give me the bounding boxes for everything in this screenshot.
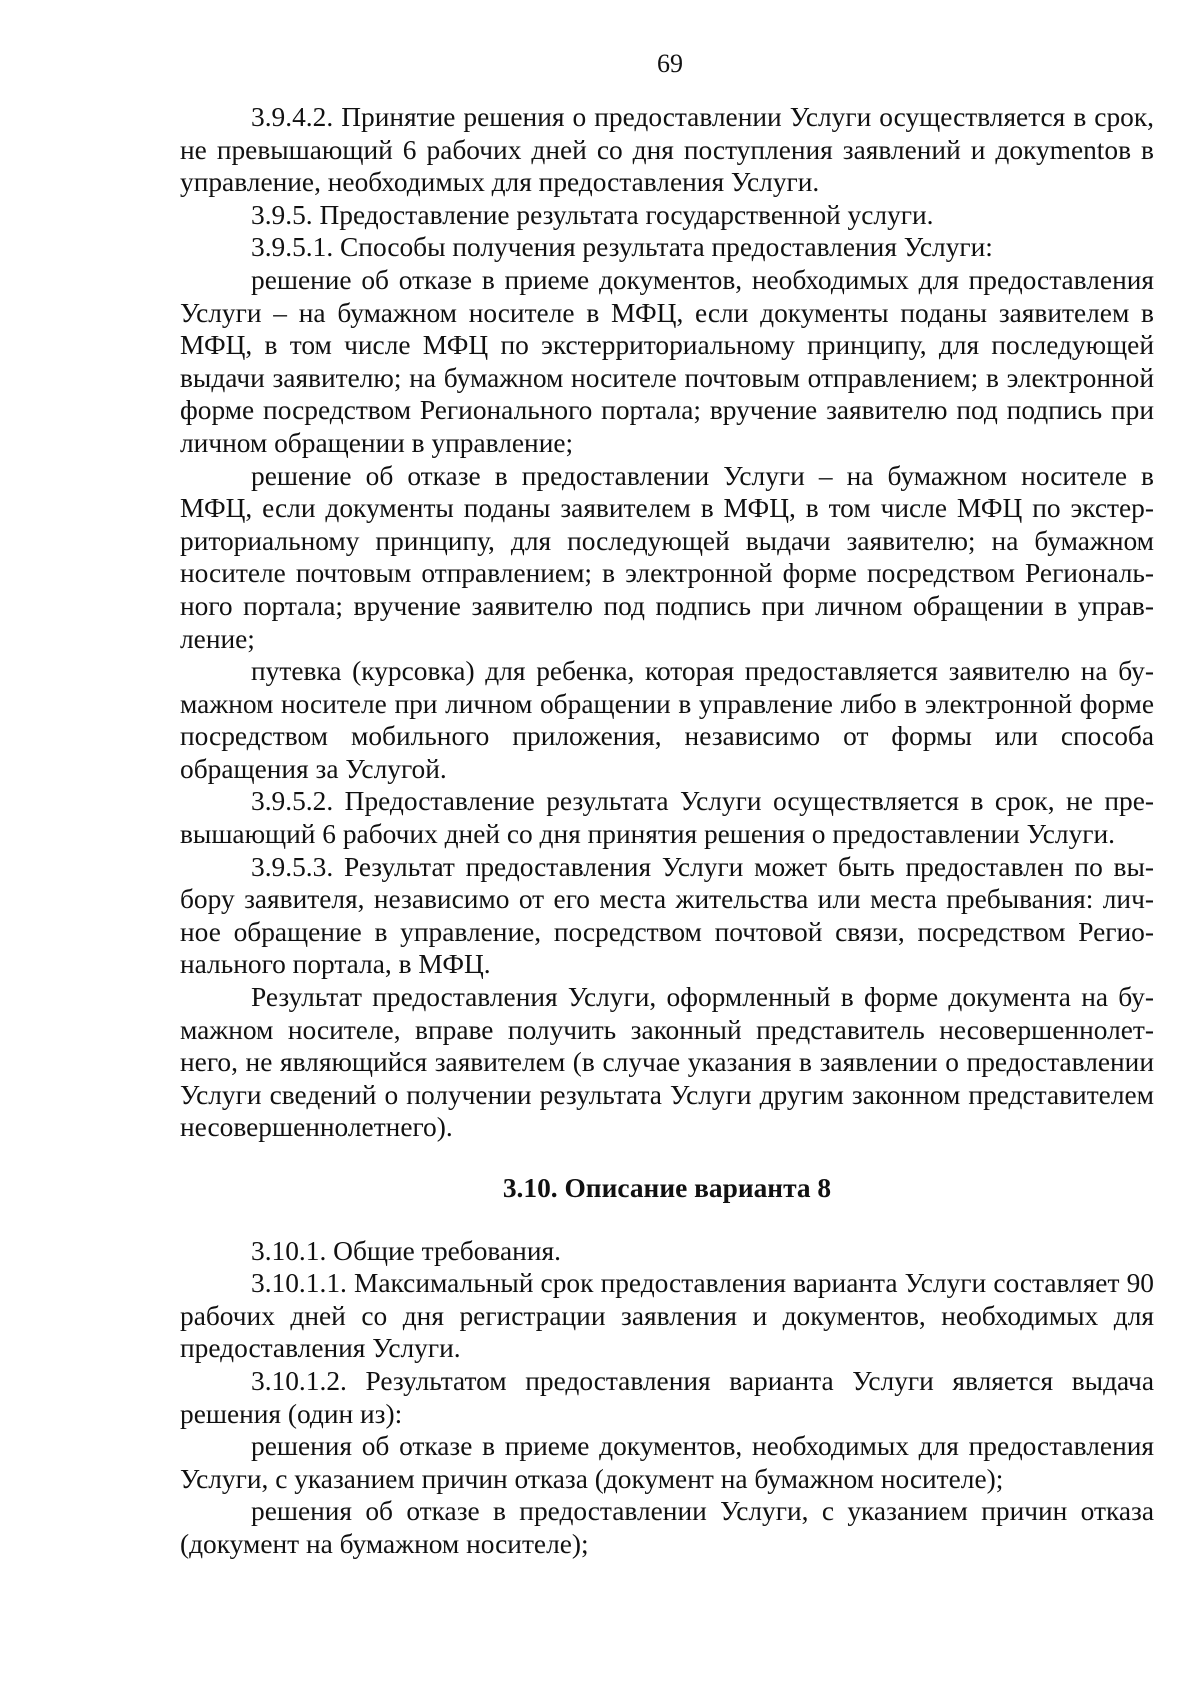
document-body <box>180 101 1154 1561</box>
paragraph: 3.10.1. Общие требования. <box>251 1235 561 1266</box>
paragraph: решение об отказе в приеме документов, необходимых для предоставления Услуги – на бумажном носителе в МФЦ, если документы поданы заявителем в МФЦ, в том числе МФЦ по экстерриториальному принципу, для последующей выдачи заявителю; на бумажном носителе почтовым отправлением; в электронной форме посредством Регионального портала; вручение заявителю под подпись при личном обращении в управление; <box>180 264 1154 458</box>
paragraph: Результат предоставления Услуги, оформленный в форме документа на бумажном носителе, вправе получить законный представитель несовершеннолетнего, не являющийся заявителем (в случае указания в заявлении о предоставлении Услуги сведений о получении результата Услуги другим законном представителем несовершеннолетнего). <box>180 982 1154 1143</box>
paragraph: решения об отказе в приеме документов, необходимых для предоставления Услуги, с указанием причин отказа (документ на бумажном носителе); <box>180 1431 1154 1494</box>
paragraph: решение об отказе в предоставлении Услуги – на бумажном носителе в МФЦ, если документы поданы заявителем в МФЦ, в том числе МФЦ по экстерриториальному принципу, для последующей выдачи заявителю; на бумажном носителе почтовым отправлением; в электронной форме посредством Регионального портала; вручение заявителю под подпись при личном обращении в управление; <box>180 460 1154 654</box>
paragraph: 3.9.5. Предоставление результата государственной услуги. <box>251 199 934 230</box>
paragraph: 3.9.4.2. Принятие решения о предоставлении Услуги осуществляется в срок, не превышающий 6 рабочих дней со дня поступления заявлений и докуmentов в управление, необходимых для предоставления Услуги. <box>180 102 1154 198</box>
paragraph: решения об отказе в предоставлении Услуги, с указанием причин отказа (документ на бумажном носителе); <box>180 1496 1154 1559</box>
paragraph: путевка (курсовка) для ребенка, которая предоставляется заявителю на бумажном носителе при личном обращении в управление либо в электронной форме посредством мобильного приложения, независимо от формы или способа обращения за Услугой. <box>180 656 1154 784</box>
section-heading: 3.10. Описание варианта 8 <box>502 1173 832 1203</box>
paragraph: 3.10.1.2. Результатом предоставления варианта Услуги является выдача решения (один из): <box>180 1365 1154 1429</box>
paragraph: 3.10.1.1. Максимальный срок предоставления варианта Услуги составляет 90 рабочих дней со дня регистрации заявления и документов, необходимых для предоставления Услуги. <box>180 1268 1154 1364</box>
page-number: 69 <box>657 49 683 78</box>
paragraph: 3.9.5.2. Предоставление результата Услуги осуществляется в срок, не превышающий 6 рабочих дней со дня принятия решения о предоставлении Услуги. <box>180 786 1154 850</box>
paragraph: 3.9.5.1. Способы получения результата предоставления Услуги: <box>251 232 993 263</box>
paragraph: 3.9.5.3. Результат предоставления Услуги может быть предоставлен по выбору заявителя, независимо от его места жительства или места пребывания: личное обращение в управление, посредством почтовой связи, посредством Регионального портала, в МФЦ. <box>180 851 1154 980</box>
